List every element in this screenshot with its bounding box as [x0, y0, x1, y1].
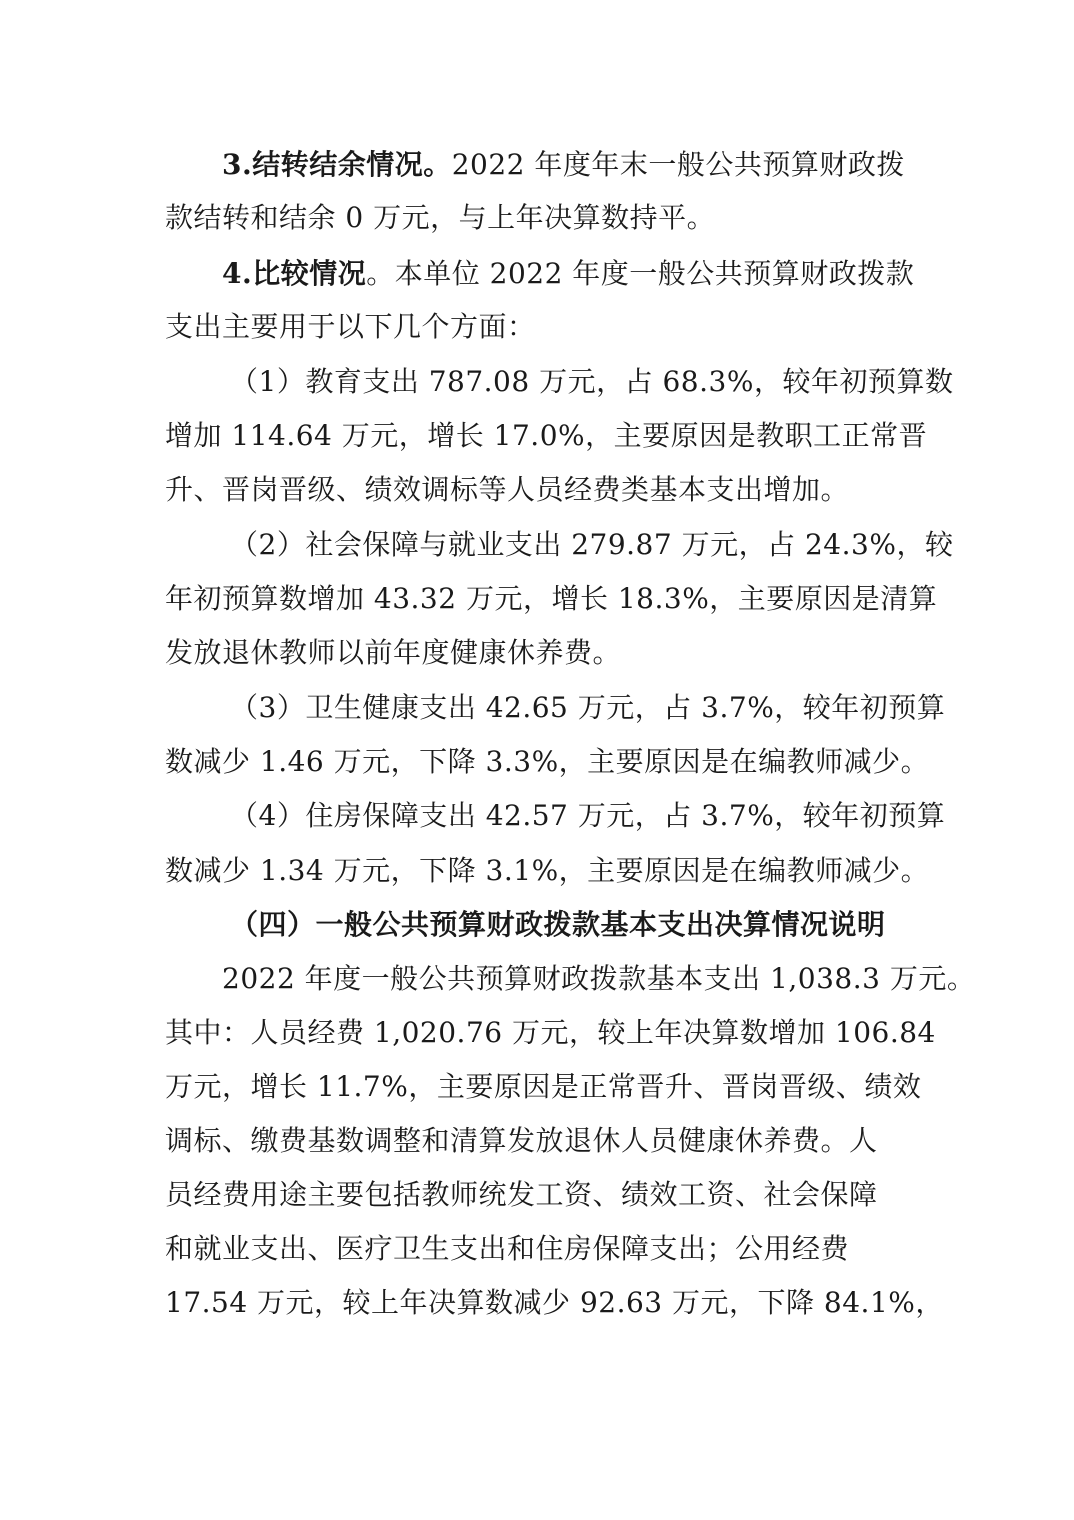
section3-paragraph-line2: 款结转和结余 0 万元，与上年决算数持平。	[165, 201, 716, 234]
item2-line2: 年初预算数增加 43.32 万元，增长 18.3%，主要原因是清算	[165, 582, 938, 615]
item4-line2: 数减少 1.34 万元，下降 3.1%，主要原因是在编教师减少。	[165, 854, 930, 887]
section3-title: 3.结转结余情况。	[222, 148, 452, 181]
section-four-line5: 员经费用途主要包括教师统发工资、绩效工资、社会保障	[165, 1178, 878, 1211]
item3-line1: （3）卫生健康支出 42.65 万元，占 3.7%，较年初预算	[230, 691, 946, 724]
section4-paragraph-line1	[222, 254, 982, 294]
item2-line1: （2）社会保障与就业支出 279.87 万元，占 24.3%，较	[230, 528, 954, 561]
section4-text: 。本单位 2022 年度一般公共预算财政拨款	[366, 257, 915, 290]
item1-line1: （1）教育支出 787.08 万元，占 68.3%，较年初预算数	[230, 365, 954, 398]
section3-paragraph-line1	[222, 145, 982, 185]
section-four-line4: 调标、缴费基数调整和清算发放退休人员健康休养费。人	[165, 1124, 878, 1157]
section-four-line3: 万元，增长 11.7%，主要原因是正常晋升、晋岗晋级、绩效	[165, 1070, 922, 1103]
item1-line3: 升、晋岗晋级、绩效调标等人员经费类基本支出增加。	[165, 473, 850, 506]
section-four-line2: 其中：人员经费 1,020.76 万元，较上年决算数增加 106.84	[165, 1016, 936, 1049]
section-four-line6: 和就业支出、医疗卫生支出和住房保障支出；公用经费	[165, 1232, 850, 1265]
item4-line1: （4）住房保障支出 42.57 万元，占 3.7%，较年初预算	[230, 799, 946, 832]
item2-line3: 发放退休教师以前年度健康休养费。	[165, 636, 622, 669]
section-four-heading: （四）一般公共预算财政拨款基本支出决算情况说明	[230, 908, 886, 941]
section3-text: 2022 年度年末一般公共预算财政拨	[451, 148, 905, 181]
item3-line2: 数减少 1.46 万元，下降 3.3%，主要原因是在编教师减少。	[165, 745, 930, 778]
section-four-line7: 17.54 万元，较上年决算数减少 92.63 万元，下降 84.1%，	[165, 1286, 944, 1319]
section-four-line1: 2022 年度一般公共预算财政拨款基本支出 1,038.3 万元。	[222, 962, 976, 995]
item1-line2: 增加 114.64 万元，增长 17.0%，主要原因是教职工正常晋	[165, 419, 928, 452]
section4-paragraph-line2: 支出主要用于以下几个方面：	[165, 310, 536, 343]
section4-title: 4.比较情况	[222, 257, 367, 290]
